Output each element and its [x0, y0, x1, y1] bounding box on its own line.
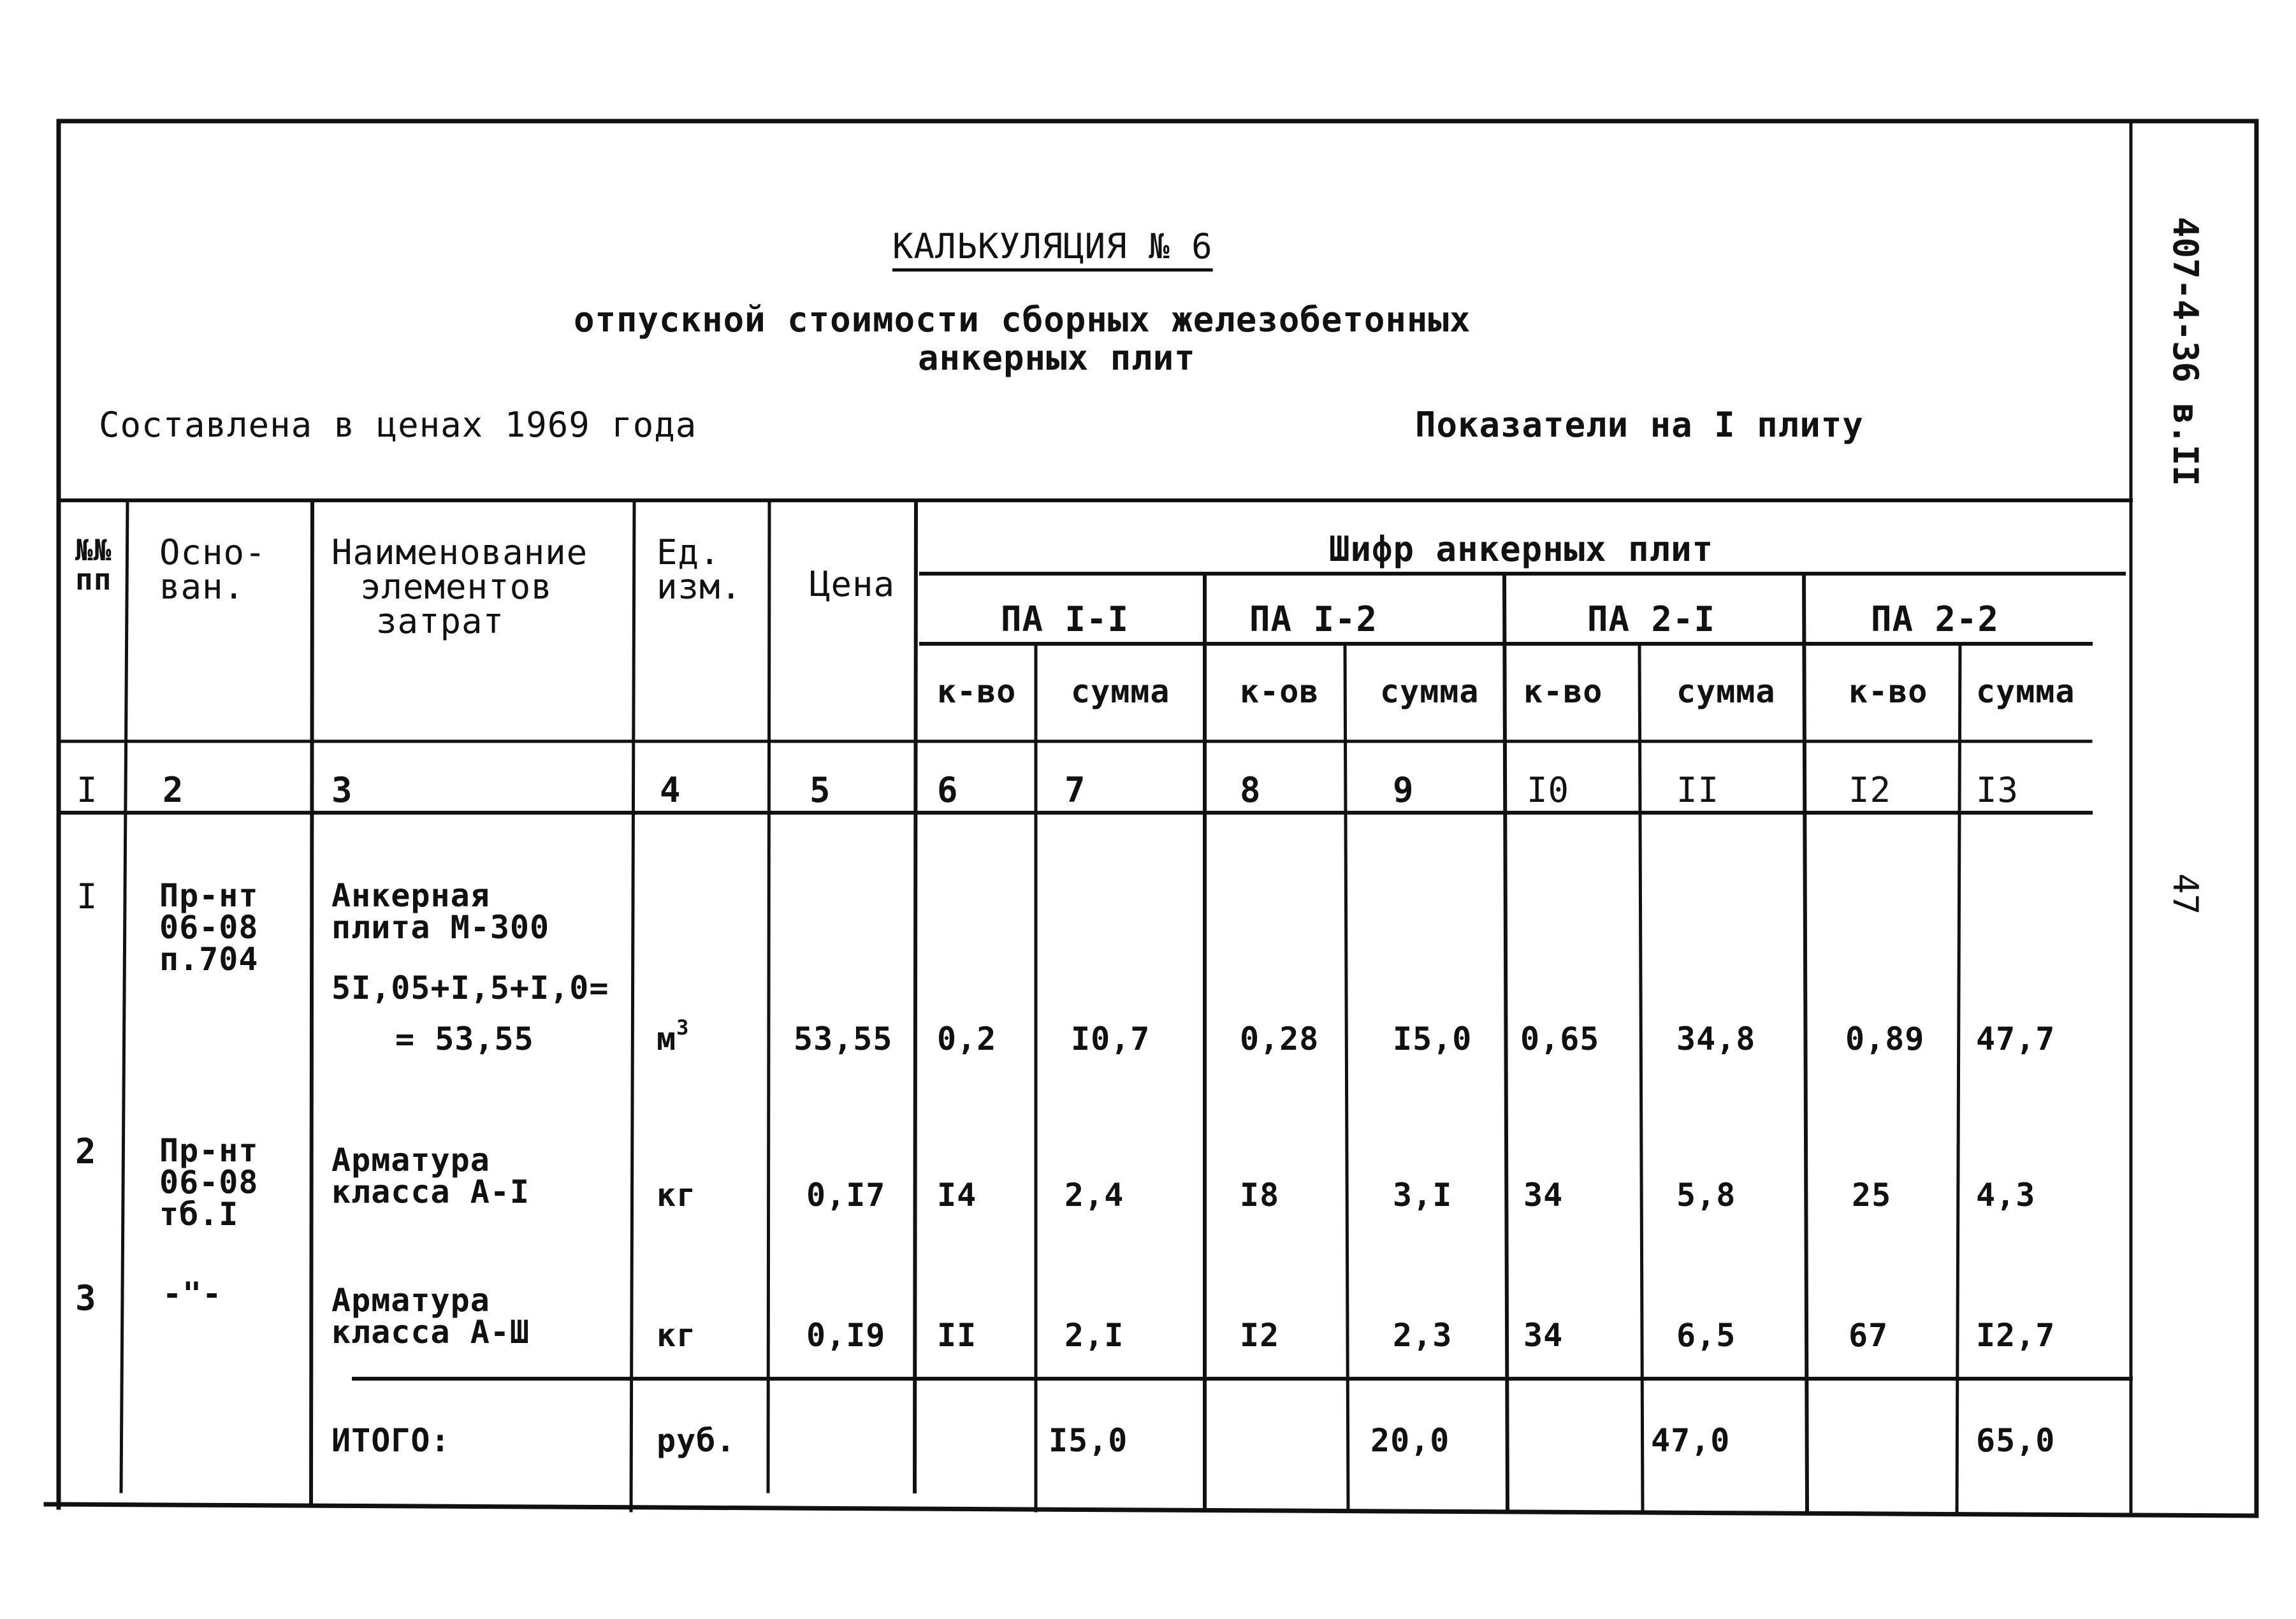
header-sub-2: сумма	[1071, 673, 1170, 710]
row-1-sum-pa22: 47,7	[1976, 1020, 2056, 1057]
row-2-qty-pa12: I8	[1240, 1177, 1280, 1214]
col-rule-3	[631, 500, 634, 1511]
row-1-num: I	[76, 876, 98, 917]
total-sum-pa11: I5,0	[1049, 1422, 1128, 1459]
header-price: Цена	[810, 564, 896, 604]
header-unit: Ед. изм.	[657, 532, 743, 607]
total-sum-pa22: 65,0	[1976, 1422, 2056, 1459]
total-sum-pa21: 47,0	[1651, 1422, 1731, 1459]
header-sub-4: сумма	[1380, 673, 1479, 710]
header-sub-1: к-во	[937, 673, 1017, 710]
row-2-basis: Пр-нт 06-08 тб.I	[159, 1132, 259, 1233]
row-2-sum-pa21: 5,8	[1676, 1177, 1736, 1214]
row-3-qty-pa12: I2	[1240, 1317, 1280, 1354]
row-2-sum-pa11: 2,4	[1064, 1177, 1124, 1214]
header-sub-3: к-ов	[1240, 673, 1319, 710]
row-1-price: 53,55	[794, 1020, 893, 1057]
row-3-sum-pa21: 6,5	[1676, 1317, 1736, 1354]
row-2-unit: кг	[657, 1177, 697, 1214]
row-1-sum-pa11: I0,7	[1071, 1020, 1151, 1057]
row-3-price: 0,I9	[806, 1317, 886, 1354]
page-number: 47	[2165, 873, 2205, 915]
col-number-8: 8	[1240, 770, 1261, 810]
subtitle-line-1: отпускной стоимости сборных железобетонных	[574, 300, 1471, 340]
row-1-name: Анкерная плита М-300	[331, 877, 550, 946]
header-sub-5: к-во	[1523, 673, 1603, 710]
row-3-qty-pa22: 67	[1849, 1317, 1889, 1354]
header-plate-1: ПА I-I	[1001, 599, 1130, 639]
header-plate-4: ПА 2-2	[1871, 599, 2000, 639]
row-1-unit: $м^3$	[657, 1015, 690, 1057]
row-2-price: 0,I7	[806, 1177, 886, 1214]
col-number-7: 7	[1064, 770, 1086, 810]
col-number-12: I2	[1849, 770, 1892, 810]
row-3-name: Арматура класса А-Ш	[331, 1282, 530, 1351]
col-rule-2	[311, 500, 312, 1504]
row-3-num: 3	[75, 1278, 97, 1318]
header-sub-8: сумма	[1976, 673, 2075, 710]
row-2-qty-pa11: I4	[937, 1177, 977, 1214]
total-label: ИТОГО:	[331, 1422, 451, 1459]
subtitle-line-2: анкерных плит	[918, 338, 1196, 378]
row-3-sum-pa11: 2,I	[1064, 1317, 1124, 1354]
header-num: №№ пп	[75, 533, 112, 597]
row-2-sum-pa22: 4,3	[1976, 1177, 2036, 1214]
header-plate-2: ПА I-2	[1249, 599, 1378, 639]
row-1-sum-pa12: I5,0	[1393, 1020, 1472, 1057]
row-3-qty-pa21: 34	[1523, 1317, 1564, 1354]
col-number-4: 4	[660, 770, 681, 810]
row-2-qty-pa21: 34	[1523, 1177, 1564, 1214]
col-number-2: 2	[163, 770, 184, 810]
col-number-6: 6	[937, 770, 959, 810]
row-1-qty-pa11: 0,2	[937, 1020, 997, 1057]
header-sub-6: сумма	[1676, 673, 1776, 710]
total-unit: руб.	[657, 1422, 736, 1459]
row-1-basis: Пр-нт 06-08 п.704	[159, 877, 259, 978]
row-3-unit: кг	[657, 1317, 697, 1354]
row-3-sum-pa22: I2,7	[1976, 1317, 2056, 1354]
col-rule-11	[1804, 574, 1807, 1511]
frame-bottom	[46, 1504, 2256, 1516]
row-3-sum-pa12: 2,3	[1393, 1317, 1453, 1354]
col-number-1: I	[76, 770, 98, 810]
row-3-qty-pa11: II	[937, 1317, 977, 1354]
indicators-note: Показатели на I плиту	[1415, 405, 1864, 445]
total-sum-pa12: 20,0	[1370, 1422, 1450, 1459]
col-number-3: 3	[331, 770, 353, 810]
col-rule-1	[121, 500, 127, 1492]
row-2-num: 2	[75, 1131, 97, 1172]
header-name: Наименование элементов затрат	[331, 532, 588, 641]
header-plate-3: ПА 2-I	[1587, 599, 1716, 639]
row-1-formula: 5I,05+I,5+I,0=	[331, 969, 609, 1006]
row-1-qty-pa21: 0,65	[1520, 1020, 1600, 1057]
col-number-9: 9	[1393, 770, 1414, 810]
col-number-5: 5	[810, 770, 831, 810]
document-code: 407-4-36 в.II	[2165, 217, 2205, 486]
calculation-title: КАЛЬКУЛЯЦИЯ № 6	[892, 226, 1213, 266]
row-1-qty-pa12: 0,28	[1240, 1020, 1319, 1057]
row-2-sum-pa12: 3,I	[1393, 1177, 1453, 1214]
compiled-note: Составлена в ценах 1969 года	[99, 405, 697, 445]
col-number-13: I3	[1976, 770, 2019, 810]
col-number-10: I0	[1527, 770, 1570, 810]
row-2-qty-pa22: 25	[1852, 1177, 1892, 1214]
header-plate-code-group: Шифр анкерных плит	[1329, 529, 1714, 569]
header-basis: Осно- ван.	[159, 532, 266, 607]
row-2-name: Арматура класса А-I	[331, 1142, 530, 1210]
row-1-formula-result: = 53,55	[395, 1020, 534, 1057]
row-3-basis: -"-	[163, 1275, 222, 1312]
col-rule-9	[1504, 574, 1508, 1511]
col-rule-4	[768, 500, 769, 1492]
col-rule-5	[915, 500, 916, 1492]
row-1-qty-pa22: 0,89	[1845, 1020, 1925, 1057]
header-sub-7: к-во	[1849, 673, 1928, 710]
row-1-sum-pa21: 34,8	[1676, 1020, 1756, 1057]
col-number-11: II	[1676, 770, 1720, 810]
